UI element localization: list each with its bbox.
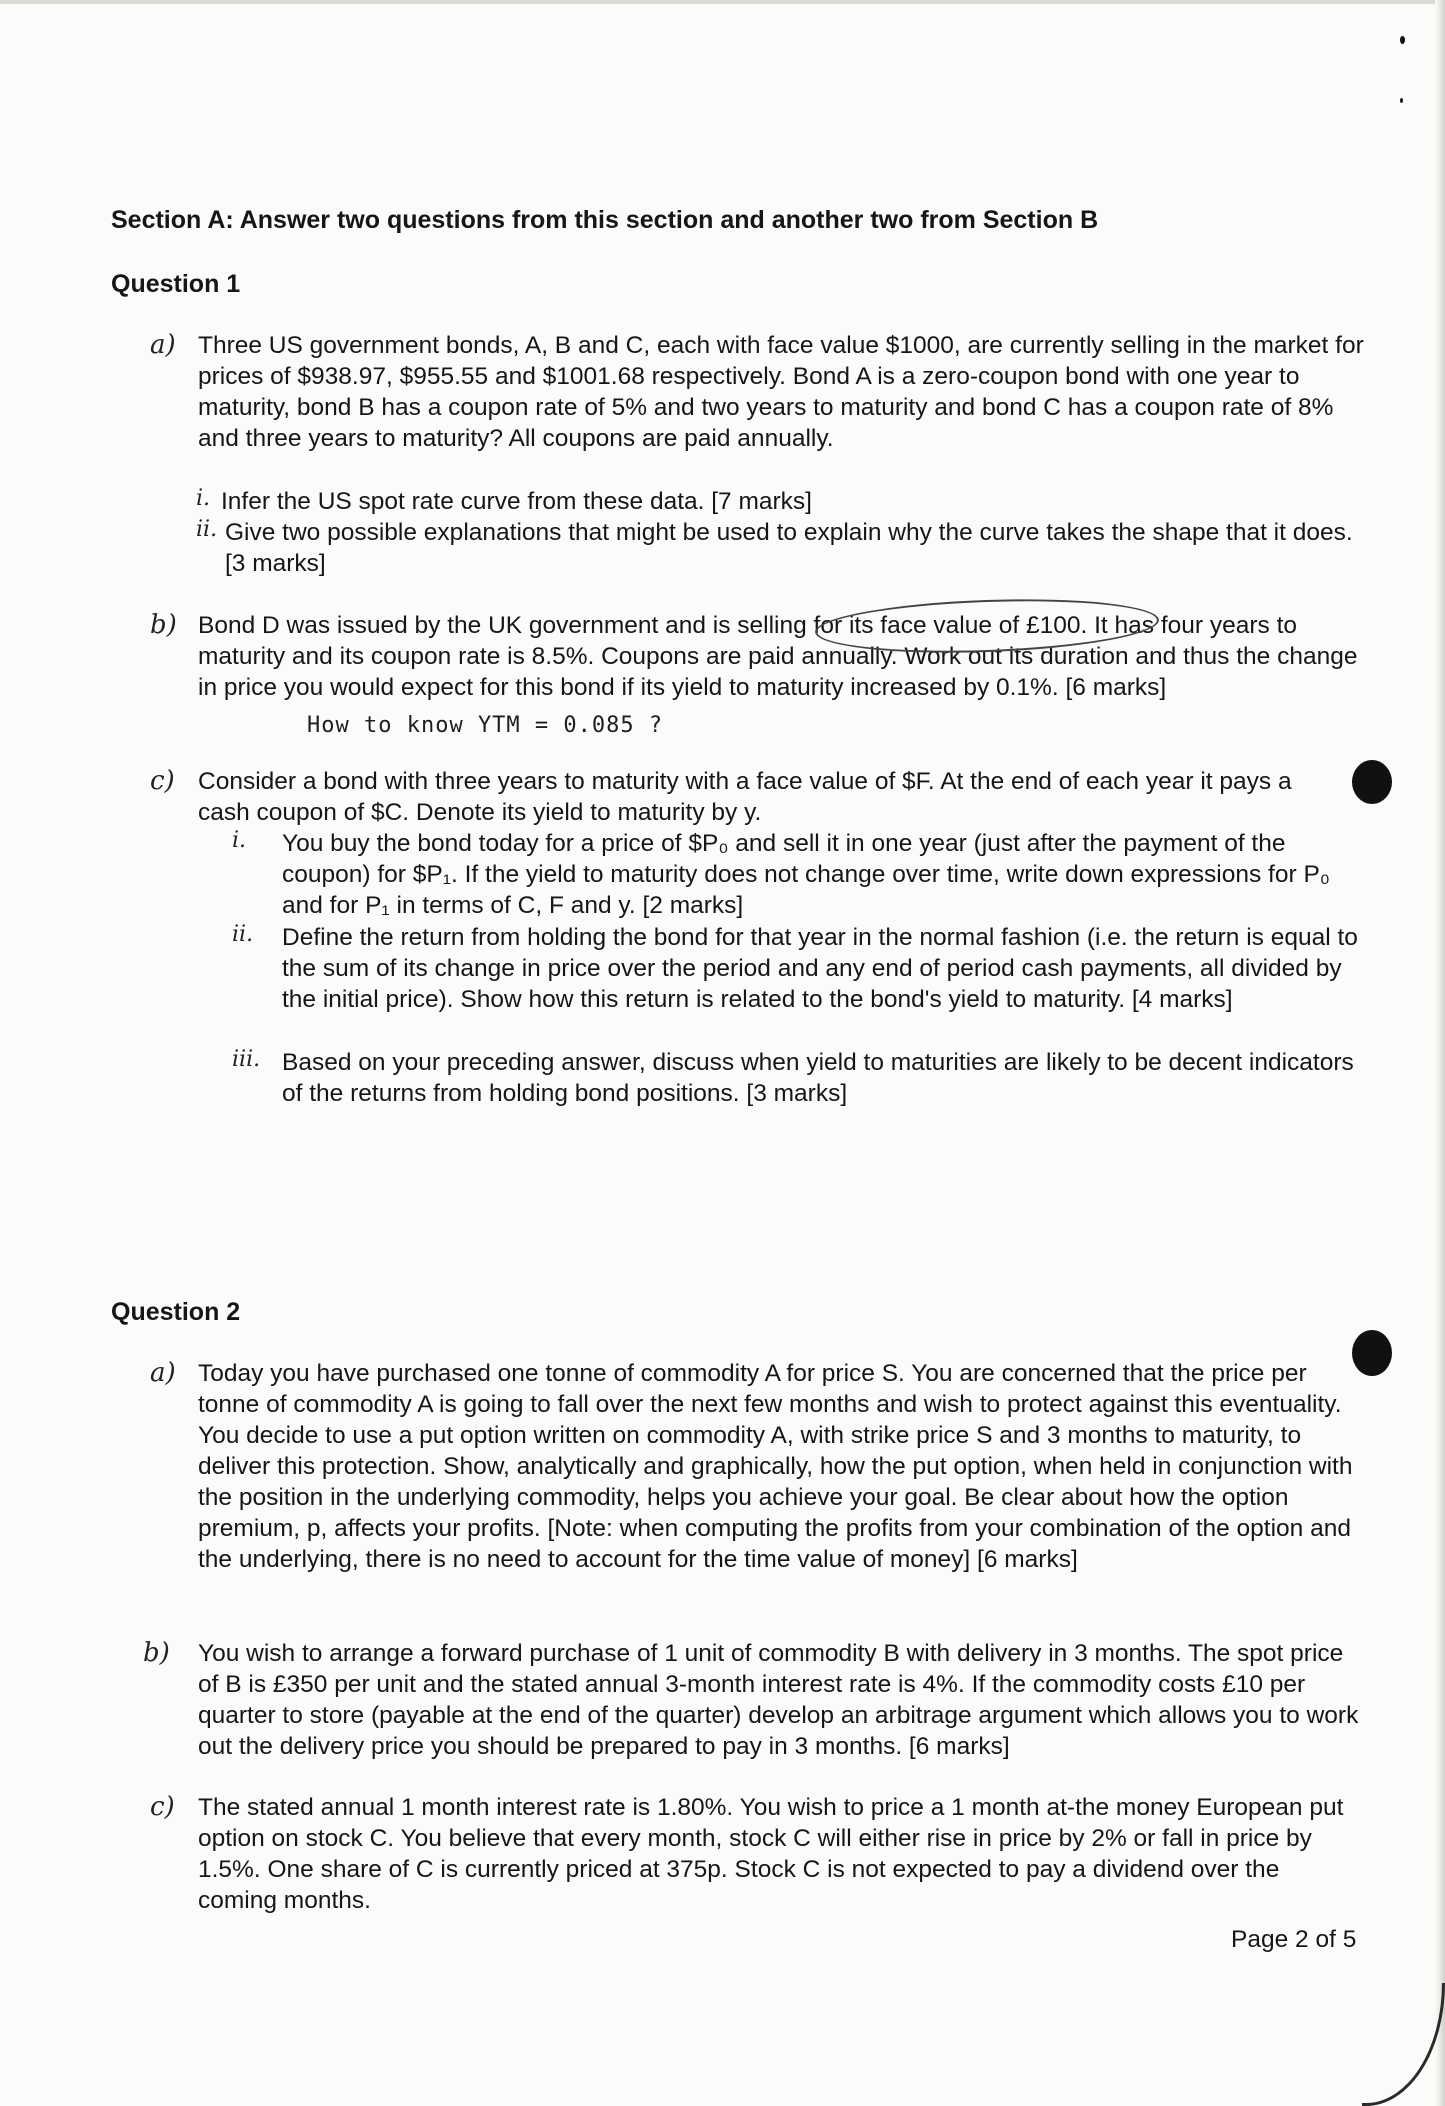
q1c-i-label: i. — [232, 828, 247, 853]
q1a-label: a) — [150, 330, 176, 360]
q1b-text: Bond D was issued by the UK government and is selling for its face value of £100. It has four years to maturity and its coupon rate is 8.5%. Coupons are paid annually. Work out its duration and thus the change in price you would expect for this bond if its yield to maturity increased by 0.1%. [6 marks] — [198, 612, 1358, 701]
section-heading: Section A: Answer two questions from this section and another two from Section B — [111, 206, 1099, 234]
q1a-text: Three US government bonds, A, B and C, each with face value $1000, are currently selling in the market for prices of $938.97, $955.55 and $1001.68 respectively. Bond A is a zero-coupon bond with one year to maturity, bond B has a coupon rate of 5% and two years to maturity and bond C has a coupon rate of 8% and three years to maturity? All coupons are paid annually. — [198, 332, 1364, 452]
q1a-ii-label: ii. — [196, 517, 218, 542]
q1c-text: Consider a bond with three years to maturity with a face value of $F. At the end of each year it pays a cash coupon of $C. Denote its yield to maturity by y. — [198, 768, 1292, 826]
ink-blot — [1352, 1330, 1392, 1376]
q2c-label: c) — [150, 1792, 175, 1822]
q2b-text: You wish to arrange a forward purchase of 1 unit of commodity B with delivery in 3 months. The spot price of B is £350 per unit and the stated annual 3-month interest rate is 4%. If the commodity costs £10 per quarter to store (payable at the end of the quarter) develop an arbitrage argument which allows you to work out the delivery price you should be prepared to pay in 3 months. [6 marks] — [198, 1640, 1359, 1760]
q1c-label: c) — [150, 766, 175, 796]
q1a-i-label: i. — [196, 486, 211, 511]
scan-speck — [1400, 36, 1405, 44]
q1b-label: b) — [150, 610, 177, 640]
page-curl — [1362, 1983, 1445, 2106]
q2a-text: Today you have purchased one tonne of commodity A for price S. You are concerned that the price per tonne of commodity A is going to fall over the next few months and wish to protect against this eventuality. You decide to use a put option written on commodity A, with strike price S and 3 months to maturity, to deliver this protection. Show, analytically and graphically, how the put option, when held in conjunction with the position in the underlying commodity, helps you achieve your goal. Be clear about how the option premium, p, affects your profits. [Note: when computing the profits from your combination of the option and the underlying, there is no need to account for the time value of money] [6 marks] — [198, 1360, 1353, 1573]
handwritten-note: How to know YTM = 0.085 ? — [307, 713, 664, 738]
question-1-title: Question 1 — [111, 270, 241, 298]
q2a-label: a) — [150, 1358, 176, 1388]
scan-speck — [1400, 98, 1403, 103]
q2c-text: The stated annual 1 month interest rate is 1.80%. You wish to price a 1 month at-the money European put option on stock C. You believe that every month, stock C will either rise in price by 2% or fall in price by 1.5%. One share of C is currently priced at 375p. Stock C is not expected to pay a dividend over the coming months. — [198, 1794, 1344, 1914]
q1c-iii-text: Based on your preceding answer, discuss when yield to maturities are likely to be decent indicators of the returns from holding bond positions. [3 marks] — [282, 1049, 1354, 1107]
ink-blot — [1352, 760, 1392, 804]
q1c-i-text: You buy the bond today for a price of $P₀ and sell it in one year (just after the payment of the coupon) for $P₁. If the yield to maturity does not change over time, write down expressions for P₀ and for P₁ in terms of C, F and y. [2 marks] — [282, 830, 1330, 919]
scan-right-edge — [1435, 0, 1445, 2106]
page-number: Page 2 of 5 — [1231, 1926, 1357, 1953]
q1a-i-text: Infer the US spot rate curve from these data. [7 marks] — [221, 488, 812, 515]
q1c-ii-label: ii. — [232, 922, 254, 947]
q2b-label: b) — [143, 1638, 170, 1668]
q1a-ii-text: Give two possible explanations that might be used to explain why the curve takes the shape that it does. [3 marks] — [225, 519, 1353, 577]
question-2-title: Question 2 — [111, 1298, 241, 1326]
q1c-ii-text: Define the return from holding the bond for that year in the normal fashion (i.e. the return is equal to the sum of its change in price over the period and any end of period cash payments, all divided by the initial price). Show how this return is related to the bond's yield to maturity. [4 marks] — [282, 924, 1358, 1013]
scan-top-edge — [0, 0, 1445, 4]
q1c-iii-label: iii. — [232, 1047, 261, 1072]
